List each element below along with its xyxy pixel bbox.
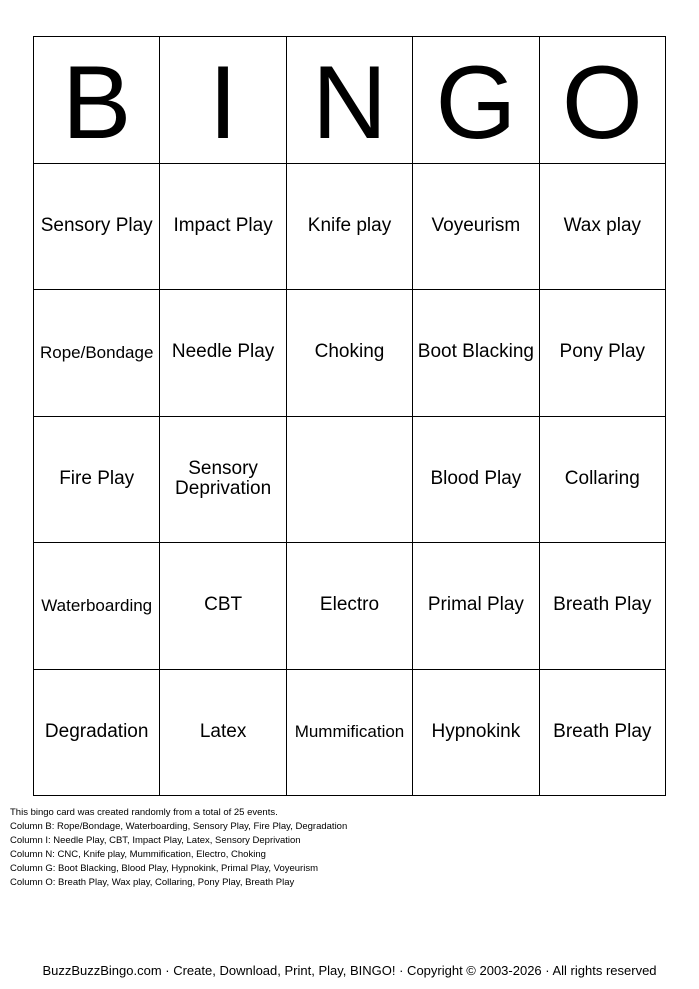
header-letter-i: I (160, 37, 286, 164)
header-letter-b: B (34, 37, 160, 164)
column-b-list: Column B: Rope/Bondage, Waterboarding, Sensory Play, Fire Play, Degradation (10, 821, 348, 832)
bingo-cell: Waterboarding (34, 543, 160, 670)
bingo-cell: Pony Play (540, 290, 666, 417)
bingo-cell: Degradation (34, 670, 160, 797)
card-info-intro: This bingo card was created randomly from a total of 25 events. (10, 807, 278, 818)
bingo-cell: CBT (160, 543, 286, 670)
bingo-cell: Blood Play (413, 417, 539, 544)
bingo-cell: Primal Play (413, 543, 539, 670)
card-info (10, 806, 690, 890)
bingo-cell: Sensory Deprivation (160, 417, 286, 544)
bingo-cell: Breath Play (540, 543, 666, 670)
bingo-cell: Electro (287, 543, 413, 670)
column-g-list: Column G: Boot Blacking, Blood Play, Hypnokink, Primal Play, Voyeurism (10, 863, 318, 874)
bingo-cell: Mummification (287, 670, 413, 797)
page-footer: BuzzBuzzBingo.com · Create, Download, Print, Play, BINGO! · Copyright © 2003-2026 · All rights reserved (42, 963, 657, 978)
bingo-cell: Sensory Play (34, 164, 160, 291)
column-o-list: Column O: Breath Play, Wax play, Collaring, Pony Play, Breath Play (10, 877, 295, 888)
bingo-cell: Impact Play (160, 164, 286, 291)
bingo-cell: Boot Blacking (413, 290, 539, 417)
header-letter-o: O (540, 37, 666, 164)
free-space-cell (287, 417, 413, 544)
header-letter-g: G (413, 37, 539, 164)
bingo-cell: Hypnokink (413, 670, 539, 797)
bingo-cell: Latex (160, 670, 286, 797)
bingo-cell: Rope/Bondage (34, 290, 160, 417)
bingo-cell: Fire Play (34, 417, 160, 544)
bingo-cell: Breath Play (540, 670, 666, 797)
bingo-cell: Knife play (287, 164, 413, 291)
bingo-cell: Needle Play (160, 290, 286, 417)
bingo-cell: Choking (287, 290, 413, 417)
bingo-cell: Voyeurism (413, 164, 539, 291)
bingo-cell: Wax play (540, 164, 666, 291)
bingo-card (33, 36, 666, 796)
header-letter-n: N (287, 37, 413, 164)
bingo-cell: Collaring (540, 417, 666, 544)
column-n-list: Column N: CNC, Knife play, Mummification, Electro, Choking (10, 849, 266, 860)
column-i-list: Column I: Needle Play, CBT, Impact Play, Latex, Sensory Deprivation (10, 835, 301, 846)
